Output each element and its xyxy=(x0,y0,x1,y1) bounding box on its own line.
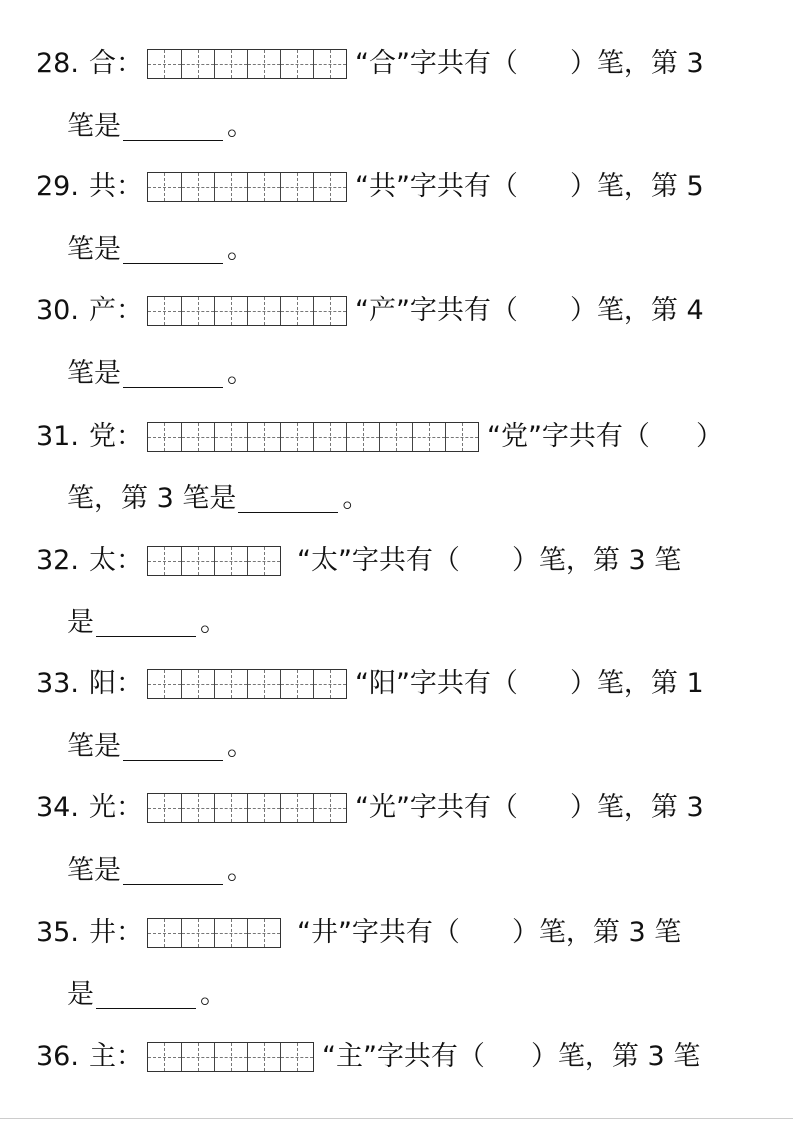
grid-cell[interactable] xyxy=(148,919,181,947)
question-number: 31. xyxy=(36,421,79,452)
grid-cell[interactable] xyxy=(313,50,346,78)
colon: ： xyxy=(115,1041,143,1072)
grid-cell[interactable] xyxy=(181,794,214,822)
grid-cell[interactable] xyxy=(181,547,214,575)
period: 。 xyxy=(227,111,254,142)
stroke-order-grid[interactable] xyxy=(147,546,281,576)
question-text: “太”字共有（ xyxy=(296,545,460,576)
colon: ： xyxy=(115,48,143,79)
question-29 xyxy=(36,167,704,207)
question-30 xyxy=(36,291,704,331)
grid-cell[interactable] xyxy=(181,919,214,947)
grid-cell[interactable] xyxy=(313,794,346,822)
stroke-order-grid[interactable] xyxy=(147,918,281,948)
question-text-tail: ）笔，第 3 xyxy=(569,48,704,79)
question-29-line2 xyxy=(67,230,254,270)
question-number: 36. xyxy=(36,1041,79,1072)
grid-cell[interactable] xyxy=(148,50,181,78)
grid-cell[interactable] xyxy=(247,794,280,822)
question-text: 笔是 xyxy=(67,731,121,762)
grid-cell[interactable] xyxy=(214,547,247,575)
question-30-line2 xyxy=(67,354,254,394)
question-32 xyxy=(36,541,681,581)
question-text: 笔是 xyxy=(67,111,121,142)
grid-cell[interactable] xyxy=(346,423,379,451)
grid-cell[interactable] xyxy=(247,173,280,201)
question-text-tail: ）笔，第 3 笔 xyxy=(511,917,682,948)
question-31 xyxy=(36,417,723,457)
grid-cell[interactable] xyxy=(214,297,247,325)
question-text-tail: ）笔，第 4 xyxy=(569,295,704,326)
grid-cell[interactable] xyxy=(214,794,247,822)
question-text: “共”字共有（ xyxy=(354,171,518,202)
grid-cell[interactable] xyxy=(379,423,412,451)
stroke-order-grid[interactable] xyxy=(147,172,347,202)
question-number: 29. xyxy=(36,171,79,202)
target-character: 主 xyxy=(88,1041,116,1072)
question-34-line2 xyxy=(67,851,254,891)
colon: ： xyxy=(115,171,143,202)
question-text: 笔是 xyxy=(67,234,121,265)
answer-blank[interactable] xyxy=(123,113,223,141)
question-text: “光”字共有（ xyxy=(354,792,518,823)
grid-cell[interactable] xyxy=(247,919,280,947)
stroke-order-grid[interactable] xyxy=(147,1042,314,1072)
grid-cell[interactable] xyxy=(181,173,214,201)
answer-blank[interactable] xyxy=(123,733,223,761)
stroke-order-grid[interactable] xyxy=(147,296,347,326)
page-bottom-divider xyxy=(0,1118,793,1119)
target-character: 太 xyxy=(88,545,116,576)
grid-cell[interactable] xyxy=(445,423,478,451)
question-text: 是 xyxy=(67,607,94,638)
grid-cell[interactable] xyxy=(247,670,280,698)
colon: ： xyxy=(115,421,143,452)
grid-cell[interactable] xyxy=(181,423,214,451)
grid-cell[interactable] xyxy=(148,670,181,698)
question-text: “井”字共有（ xyxy=(296,917,460,948)
target-character: 井 xyxy=(88,917,116,948)
question-28 xyxy=(36,44,704,84)
question-35 xyxy=(36,913,681,953)
stroke-order-grid[interactable] xyxy=(147,49,347,79)
grid-cell[interactable] xyxy=(412,423,445,451)
question-text: 是 xyxy=(67,979,94,1010)
stroke-order-grid[interactable] xyxy=(147,422,479,452)
question-36 xyxy=(36,1037,700,1077)
grid-cell[interactable] xyxy=(148,1043,181,1071)
grid-cell[interactable] xyxy=(313,297,346,325)
question-number: 28. xyxy=(36,48,79,79)
grid-cell[interactable] xyxy=(247,50,280,78)
grid-cell[interactable] xyxy=(280,173,313,201)
period: 。 xyxy=(227,855,254,886)
question-32-line2 xyxy=(67,603,227,643)
period: 。 xyxy=(200,979,227,1010)
question-number: 30. xyxy=(36,295,79,326)
question-31-line2 xyxy=(67,479,369,519)
grid-cell[interactable] xyxy=(280,50,313,78)
grid-cell[interactable] xyxy=(214,50,247,78)
grid-cell[interactable] xyxy=(280,794,313,822)
grid-cell[interactable] xyxy=(280,1043,313,1071)
question-number: 32. xyxy=(36,545,79,576)
grid-cell[interactable] xyxy=(247,1043,280,1071)
question-28-line2 xyxy=(67,107,254,147)
question-text: “党”字共有（ xyxy=(486,421,650,452)
answer-blank[interactable] xyxy=(123,360,223,388)
target-character: 光 xyxy=(88,792,116,823)
period: 。 xyxy=(200,607,227,638)
grid-cell[interactable] xyxy=(280,423,313,451)
grid-cell[interactable] xyxy=(247,297,280,325)
question-text: 笔，第 3 笔是 xyxy=(67,483,237,514)
question-text: “主”字共有（ xyxy=(321,1041,485,1072)
question-text-tail: ）笔，第 3 笔 xyxy=(530,1041,701,1072)
colon: ： xyxy=(115,668,143,699)
grid-cell[interactable] xyxy=(181,1043,214,1071)
grid-cell[interactable] xyxy=(148,297,181,325)
question-34 xyxy=(36,788,704,828)
question-text-tail: ）笔，第 3 xyxy=(569,792,704,823)
question-text-tail: ）笔，第 5 xyxy=(569,171,704,202)
target-character: 党 xyxy=(88,421,116,452)
grid-cell[interactable] xyxy=(247,547,280,575)
period: 。 xyxy=(227,731,254,762)
question-text: “合”字共有（ xyxy=(354,48,518,79)
grid-cell[interactable] xyxy=(247,423,280,451)
answer-blank[interactable] xyxy=(123,236,223,264)
colon: ： xyxy=(115,792,143,823)
question-text: 笔是 xyxy=(67,358,121,389)
question-text: 笔是 xyxy=(67,855,121,886)
grid-cell[interactable] xyxy=(313,423,346,451)
answer-blank[interactable] xyxy=(96,981,196,1009)
question-33 xyxy=(36,664,704,704)
grid-cell[interactable] xyxy=(214,423,247,451)
question-number: 33. xyxy=(36,668,79,699)
grid-cell[interactable] xyxy=(313,670,346,698)
grid-cell[interactable] xyxy=(181,297,214,325)
answer-blank[interactable] xyxy=(238,485,338,513)
question-text-tail: ）笔，第 3 笔 xyxy=(511,545,682,576)
question-number: 34. xyxy=(36,792,79,823)
target-character: 共 xyxy=(88,171,116,202)
grid-cell[interactable] xyxy=(214,919,247,947)
target-character: 产 xyxy=(88,295,116,326)
grid-cell[interactable] xyxy=(214,173,247,201)
question-33-line2 xyxy=(67,727,254,767)
question-text-tail: ）笔，第 1 xyxy=(569,668,704,699)
answer-blank[interactable] xyxy=(123,857,223,885)
grid-cell[interactable] xyxy=(313,173,346,201)
grid-cell[interactable] xyxy=(181,670,214,698)
grid-cell[interactable] xyxy=(280,670,313,698)
grid-cell[interactable] xyxy=(148,173,181,201)
colon: ： xyxy=(115,295,143,326)
grid-cell[interactable] xyxy=(148,423,181,451)
grid-cell[interactable] xyxy=(214,670,247,698)
question-text-tail: ） xyxy=(695,421,723,452)
answer-blank[interactable] xyxy=(96,609,196,637)
target-character: 合 xyxy=(88,48,116,79)
period: 。 xyxy=(227,234,254,265)
grid-cell[interactable] xyxy=(181,50,214,78)
question-text: “产”字共有（ xyxy=(354,295,518,326)
grid-cell[interactable] xyxy=(280,297,313,325)
colon: ： xyxy=(115,545,143,576)
colon: ： xyxy=(115,917,143,948)
grid-cell[interactable] xyxy=(148,794,181,822)
stroke-order-grid[interactable] xyxy=(147,793,347,823)
question-35-line2 xyxy=(67,975,227,1015)
question-text: “阳”字共有（ xyxy=(354,668,518,699)
question-number: 35. xyxy=(36,917,79,948)
target-character: 阳 xyxy=(88,668,116,699)
grid-cell[interactable] xyxy=(148,547,181,575)
period: 。 xyxy=(227,358,254,389)
grid-cell[interactable] xyxy=(214,1043,247,1071)
stroke-order-grid[interactable] xyxy=(147,669,347,699)
period: 。 xyxy=(342,483,370,514)
